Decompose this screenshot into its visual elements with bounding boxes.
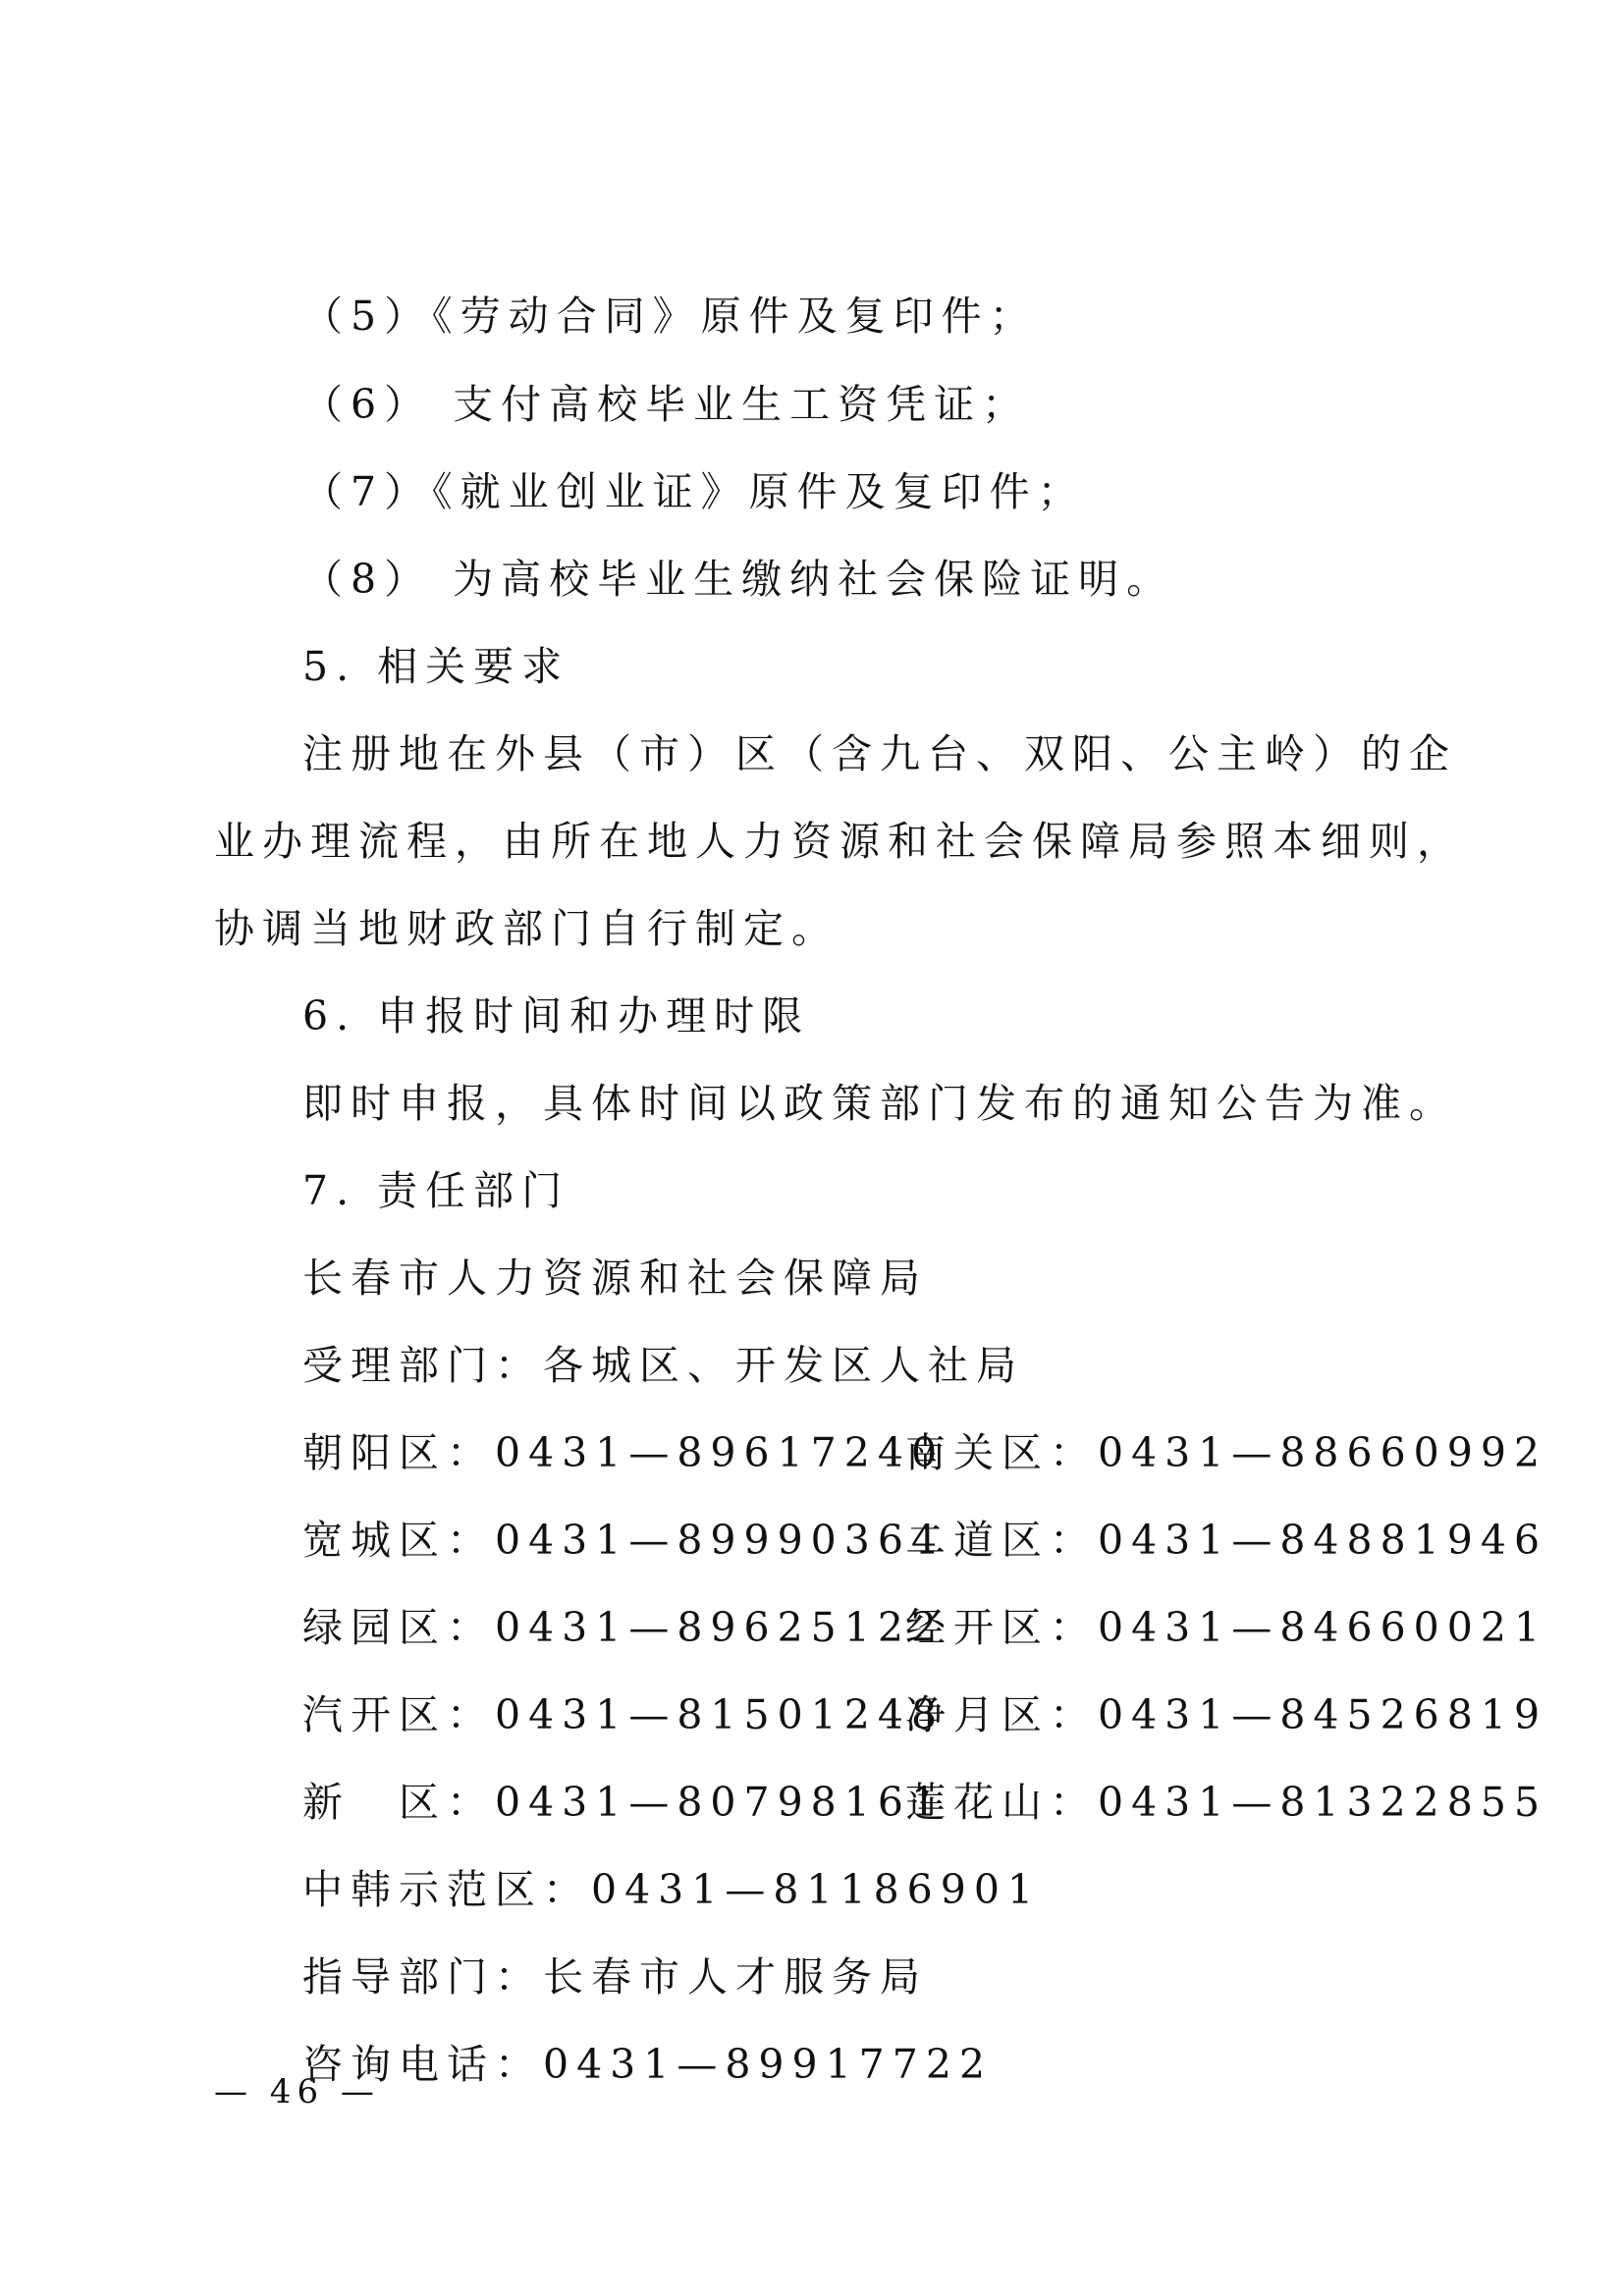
section-5-body-line-3: 协调当地财政部门自行制定。	[214, 905, 839, 952]
page-number: — 46 —	[214, 2072, 380, 2111]
contact-korea-zone: 中韩示范区：0431—81186901	[302, 1866, 1042, 1913]
section-5-body-line-1: 注册地在外县（市）区（含九台、双阳、公主岭）的企	[302, 730, 1457, 777]
contact-lvyuan: 绿园区：0431—89625122	[302, 1604, 946, 1651]
contact-nanguan: 南关区：0431—88660992	[905, 1429, 1548, 1476]
section-5-body-line-2: 业办理流程，由所在地人力资源和社会保障局参照本细则，	[214, 818, 1465, 865]
section-6-body: 即时申报，具体时间以政策部门发布的通知公告为准。	[302, 1080, 1457, 1127]
item-5: （5）《劳动合同》原件及复印件；	[302, 293, 1038, 340]
section-7-heading: 7. 责任部门	[302, 1167, 570, 1214]
item-8: （8） 为高校毕业生缴纳社会保险证明。	[302, 556, 1175, 603]
contact-qikai: 汽开区：0431—81501248	[302, 1691, 946, 1738]
section-6-heading: 6. 申报时间和办理时限	[302, 992, 811, 1040]
contact-xinqu: 新 区：0431—80798161	[302, 1779, 946, 1826]
contact-lianhuashan: 莲花山：0431—81322855	[905, 1779, 1548, 1826]
section-5-heading: 5. 相关要求	[302, 643, 570, 690]
item-6: （6） 支付高校毕业生工资凭证；	[302, 381, 1031, 428]
contact-chaoyang: 朝阳区：0431—89617240	[302, 1429, 946, 1476]
guidance-department: 指导部门：长春市人才服务局	[302, 1953, 928, 2001]
consult-phone: 咨询电话：0431—89917722	[302, 2041, 994, 2088]
responsible-department: 长春市人力资源和社会保障局	[302, 1255, 928, 1302]
contact-erdao: 二道区：0431—84881946	[905, 1517, 1548, 1564]
contact-jingyue: 净月区：0431—84526819	[905, 1691, 1548, 1738]
item-7: （7）《就业创业证》原件及复印件；	[302, 468, 1086, 515]
contact-kuancheng: 宽城区：0431—89990364	[302, 1517, 946, 1564]
receiving-department: 受理部门：各城区、开发区人社局	[302, 1342, 1024, 1389]
contact-jingkai: 经开区：0431—84660021	[905, 1604, 1548, 1651]
